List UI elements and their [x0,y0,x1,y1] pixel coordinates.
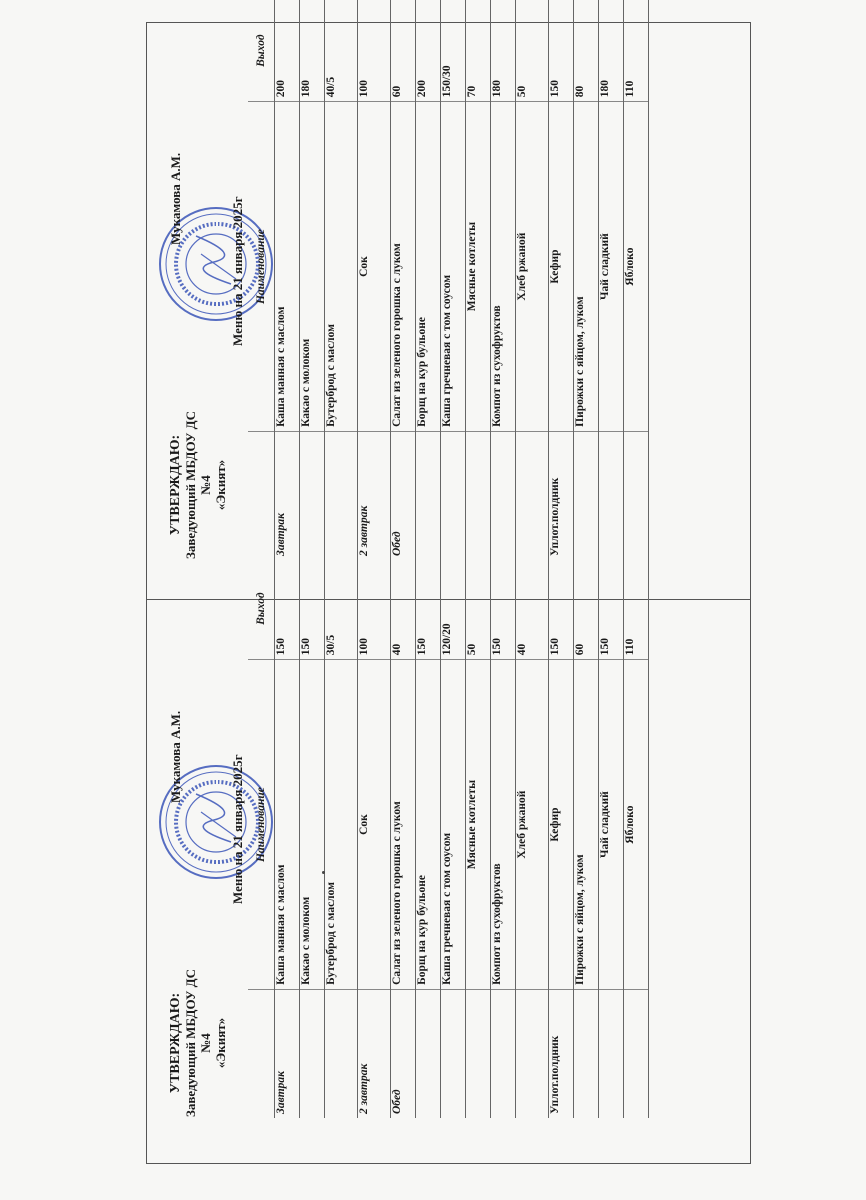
table-row [441,558,466,1118]
dish-cell: Мясные котлеты [466,660,491,990]
meal-cell: Обед [391,431,416,560]
approval-role: Заведующий МБДОУ ДС №4 [183,969,213,1118]
output-column-header: Выход [248,558,275,660]
dish-cell: Бутерброд с маслом [325,660,358,990]
meal-cell [466,989,491,1118]
output-cell: 50 [516,0,549,102]
table-row [416,0,441,560]
meal-cell [624,989,649,1118]
table-row [466,558,491,1118]
approval-header [168,0,248,560]
dish-column-header: Наименование [248,102,275,432]
signature-name: Мукамова А.М. [168,710,183,803]
meal-cell [416,431,441,560]
table-header-row [248,558,275,1118]
output-cell: 150 [416,558,441,660]
output-column-header: Выход [248,0,275,102]
dish-cell: Чай сладкий [599,660,624,990]
meal-cell [466,431,491,560]
dish-cell: Хлеб ржаной [516,660,549,990]
dish-cell: Какао с молоком [300,102,325,432]
dish-cell: Пирожки с яйцом, луком [574,102,599,432]
table-row [624,558,649,1118]
table-row [491,0,516,560]
table-row [300,0,325,560]
menu-table [248,558,649,1118]
meal-cell [300,431,325,560]
dish-cell: Хлеб ржаной [516,102,549,432]
menu-date: Меню на 21 января 2025г [230,754,245,904]
dish-cell: Пирожки с яйцом, луком [574,660,599,990]
output-cell: 50 [466,558,491,660]
dish-column-header: Наименование [248,660,275,990]
output-cell: 100 [358,0,391,102]
meal-cell: 2 завтрак [358,431,391,560]
table-row [574,0,599,560]
output-cell: 150 [300,558,325,660]
dish-cell: Чай сладкий [599,102,624,432]
output-cell: 180 [491,0,516,102]
menu-panel-1 [168,558,708,1118]
table-row [391,558,416,1118]
table-row [358,558,391,1118]
meal-cell [441,989,466,1118]
meal-column-header [248,989,275,1118]
dish-cell: Каша манная с маслом [275,102,300,432]
meal-cell [599,989,624,1118]
output-cell: 60 [391,0,416,102]
menu-panel-2 [168,0,708,560]
table-row [516,558,549,1118]
dish-cell: Сок [358,660,391,990]
dish-cell: Кефир [549,102,574,432]
output-cell: 200 [275,0,300,102]
signature-name: Мукамова А.М. [168,152,183,245]
meal-column-header [248,431,275,560]
output-cell: 150 [599,558,624,660]
table-row [275,558,300,1118]
table-row [624,0,649,560]
meal-cell: Завтрак [275,431,300,560]
output-cell: 40/5 [325,0,358,102]
output-cell: 110 [624,558,649,660]
dish-cell: Компот из сухофруктов [491,102,516,432]
dish-cell: Каша гречневая с том соусом [441,102,466,432]
meal-cell [441,431,466,560]
output-cell: 40 [516,558,549,660]
meal-cell [325,431,358,560]
approval-org: «Экият» [213,459,228,511]
dish-cell: Бутерброд с маслом [325,102,358,432]
approval-title: УТВЕРЖДАЮ: [168,992,183,1094]
meal-cell [491,431,516,560]
output-cell: 70 [466,0,491,102]
output-cell: 60 [574,558,599,660]
meal-cell: Завтрак [275,989,300,1118]
menu-table [248,0,649,560]
table-row [325,0,358,560]
table-row [300,558,325,1118]
menu-date: Меню на 21 января 2025г [230,196,245,346]
meal-cell: Уплот.полдник [549,989,574,1118]
table-row [416,558,441,1118]
ink-speck [322,871,325,874]
meal-cell [624,431,649,560]
dish-cell: Какао с молоком [300,660,325,990]
dish-cell: Яблоко [624,660,649,990]
table-row [391,0,416,560]
dish-cell: Борщ на кур бульоне [416,660,441,990]
output-cell: 150 [549,0,574,102]
table-row [516,0,549,560]
dish-cell: Яблоко [624,102,649,432]
table-row [549,0,574,560]
approval-title: УТВЕРЖДАЮ: [168,434,183,536]
dish-cell: Салат из зеленого горошка с луком [391,102,416,432]
dish-cell: Сок [358,102,391,432]
table-row [358,0,391,560]
approval-header [168,558,248,1118]
output-cell: 100 [358,558,391,660]
approval-block [168,968,228,1118]
meal-cell [491,989,516,1118]
table-row [325,558,358,1118]
dish-cell: Мясные котлеты [466,102,491,432]
approval-role: Заведующий МБДОУ ДС №4 [183,411,213,560]
meal-cell: Обед [391,989,416,1118]
dish-cell: Борщ на кур бульоне [416,102,441,432]
output-cell: 200 [416,0,441,102]
meal-cell [516,989,549,1118]
table-header-row [248,0,275,560]
table-row [574,558,599,1118]
approval-org: «Экият» [213,1017,228,1069]
dish-cell: Каша гречневая с том соусом [441,660,466,990]
meal-cell: Уплот.полдник [549,431,574,560]
output-cell: 80 [574,0,599,102]
output-cell: 120/20 [441,558,466,660]
dish-cell: Кефир [549,660,574,990]
table-row [491,558,516,1118]
table-row [599,0,624,560]
table-row [441,0,466,560]
meal-cell: 2 завтрак [358,989,391,1118]
meal-cell [574,989,599,1118]
table-row [466,0,491,560]
output-cell: 30/5 [325,558,358,660]
table-row [275,0,300,560]
meal-cell [300,989,325,1118]
output-cell: 150 [491,558,516,660]
table-row [549,558,574,1118]
meal-cell [516,431,549,560]
meal-cell [599,431,624,560]
dish-cell: Каша манная с маслом [275,660,300,990]
output-cell: 180 [300,0,325,102]
meal-cell [574,431,599,560]
table-row [599,558,624,1118]
dish-cell: Салат из зеленого горошка с луком [391,660,416,990]
output-cell: 150 [549,558,574,660]
meal-cell [416,989,441,1118]
output-cell: 40 [391,558,416,660]
dish-cell: Компот из сухофруктов [491,660,516,990]
output-cell: 180 [599,0,624,102]
output-cell: 150 [275,558,300,660]
output-cell: 110 [624,0,649,102]
output-cell: 150/30 [441,0,466,102]
approval-block [168,410,228,560]
meal-cell [325,989,358,1118]
